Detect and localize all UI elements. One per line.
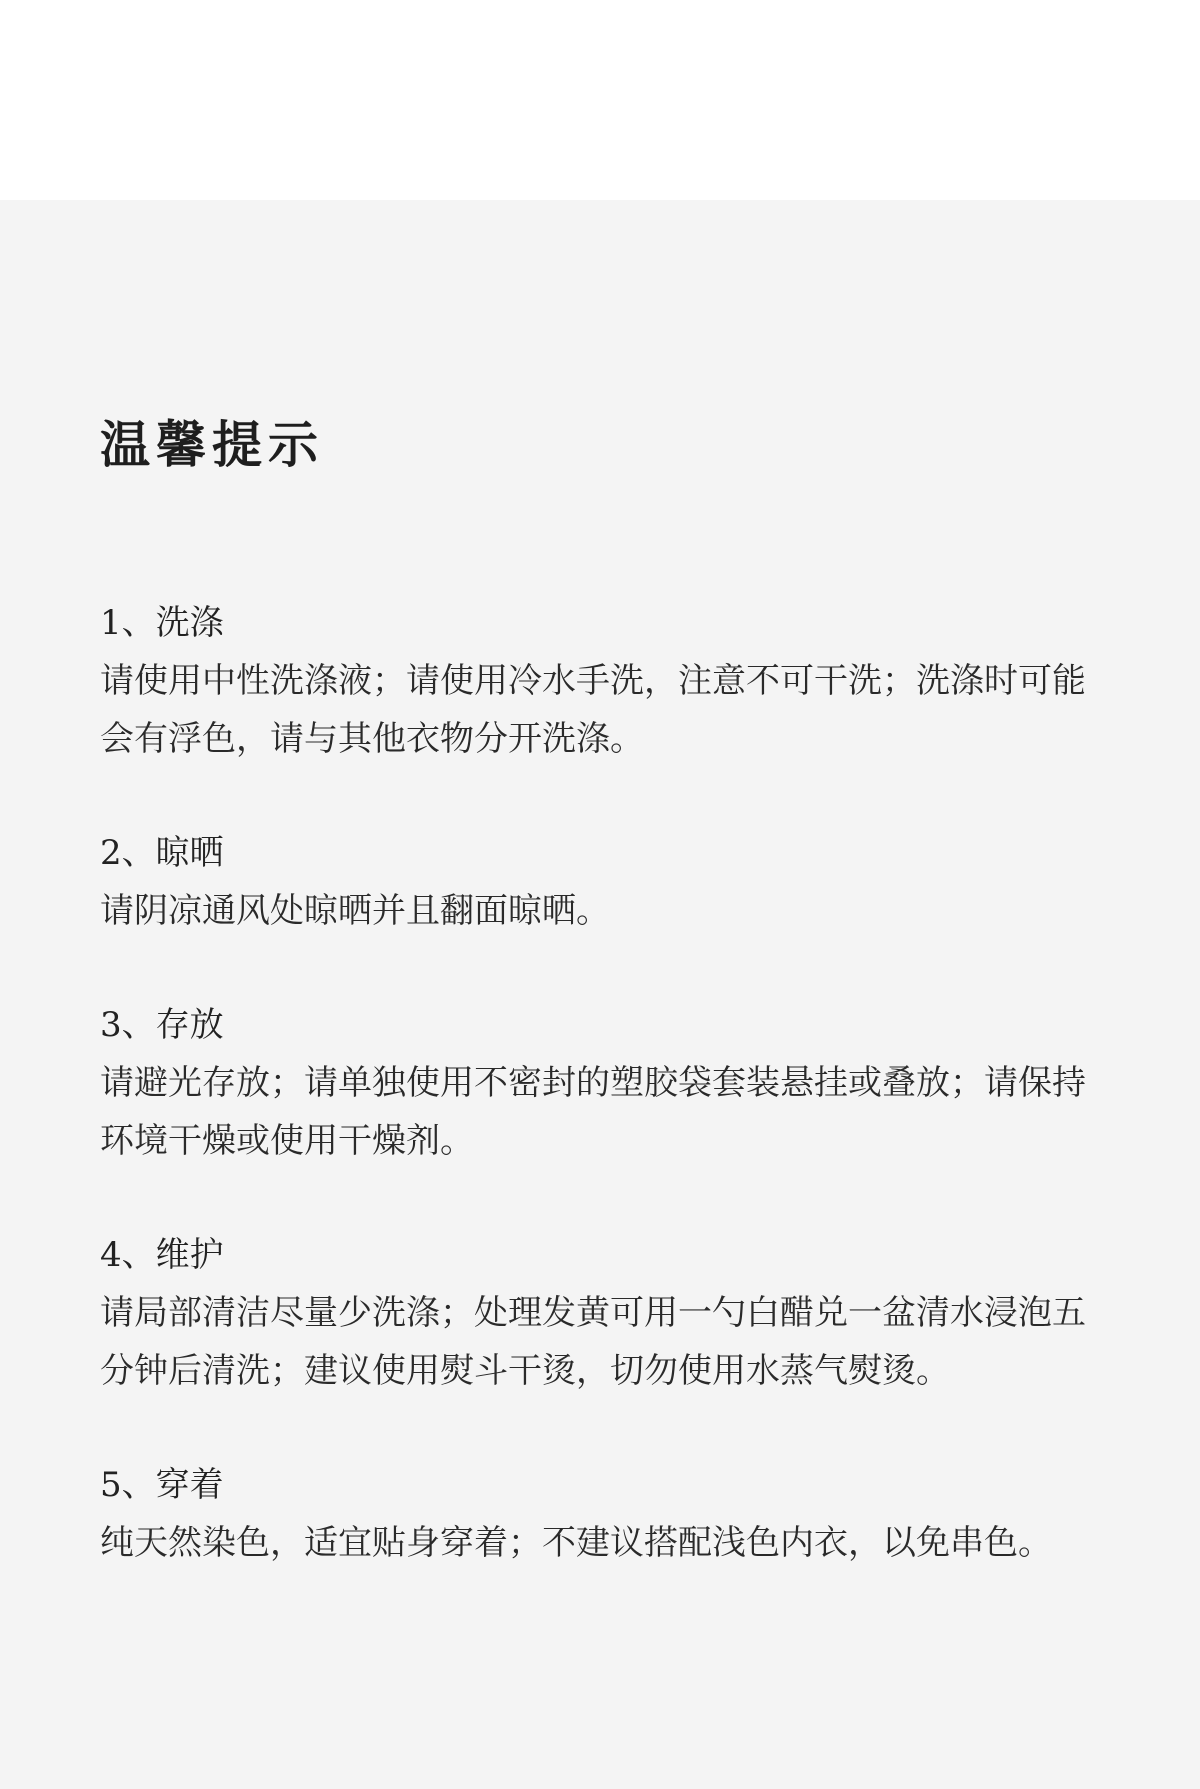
section-heading-maintenance: 4、维护 <box>100 1235 224 1275</box>
section-heading-storage: 3、存放 <box>100 1005 224 1045</box>
section-body-drying: 请阴凉通风处晾晒并且翻面晾晒。 <box>100 891 610 931</box>
section-heading-wearing: 5、穿着 <box>100 1465 224 1505</box>
section-heading-drying: 2、晾晒 <box>100 833 224 873</box>
section-washing <box>100 594 1100 768</box>
section-wearing <box>100 1456 1100 1572</box>
page-title: 温馨提示 <box>100 415 324 474</box>
top-white-band <box>0 0 1200 200</box>
section-drying <box>100 824 1100 940</box>
care-sections <box>100 594 1100 1572</box>
section-body-washing: 请使用中性洗涤液；请使用冷水手洗，注意不可干洗；洗涤时可能会有浮色，请与其他衣物分开洗涤。 <box>100 661 1086 759</box>
section-maintenance <box>100 1226 1100 1400</box>
section-body-maintenance: 请局部清洁尽量少洗涤；处理发黄可用一勺白醋兑一盆清水浸泡五分钟后清洗；建议使用熨斗干烫，切勿使用水蒸气熨烫。 <box>100 1293 1086 1391</box>
section-body-storage: 请避光存放；请单独使用不密封的塑胶袋套装悬挂或叠放；请保持环境干燥或使用干燥剂。 <box>100 1063 1086 1161</box>
section-storage <box>100 996 1100 1170</box>
care-tips-content <box>100 410 1100 1572</box>
section-heading-washing: 1、洗涤 <box>100 603 224 643</box>
section-body-wearing: 纯天然染色，适宜贴身穿着；不建议搭配浅色内衣，以免串色。 <box>100 1523 1052 1563</box>
